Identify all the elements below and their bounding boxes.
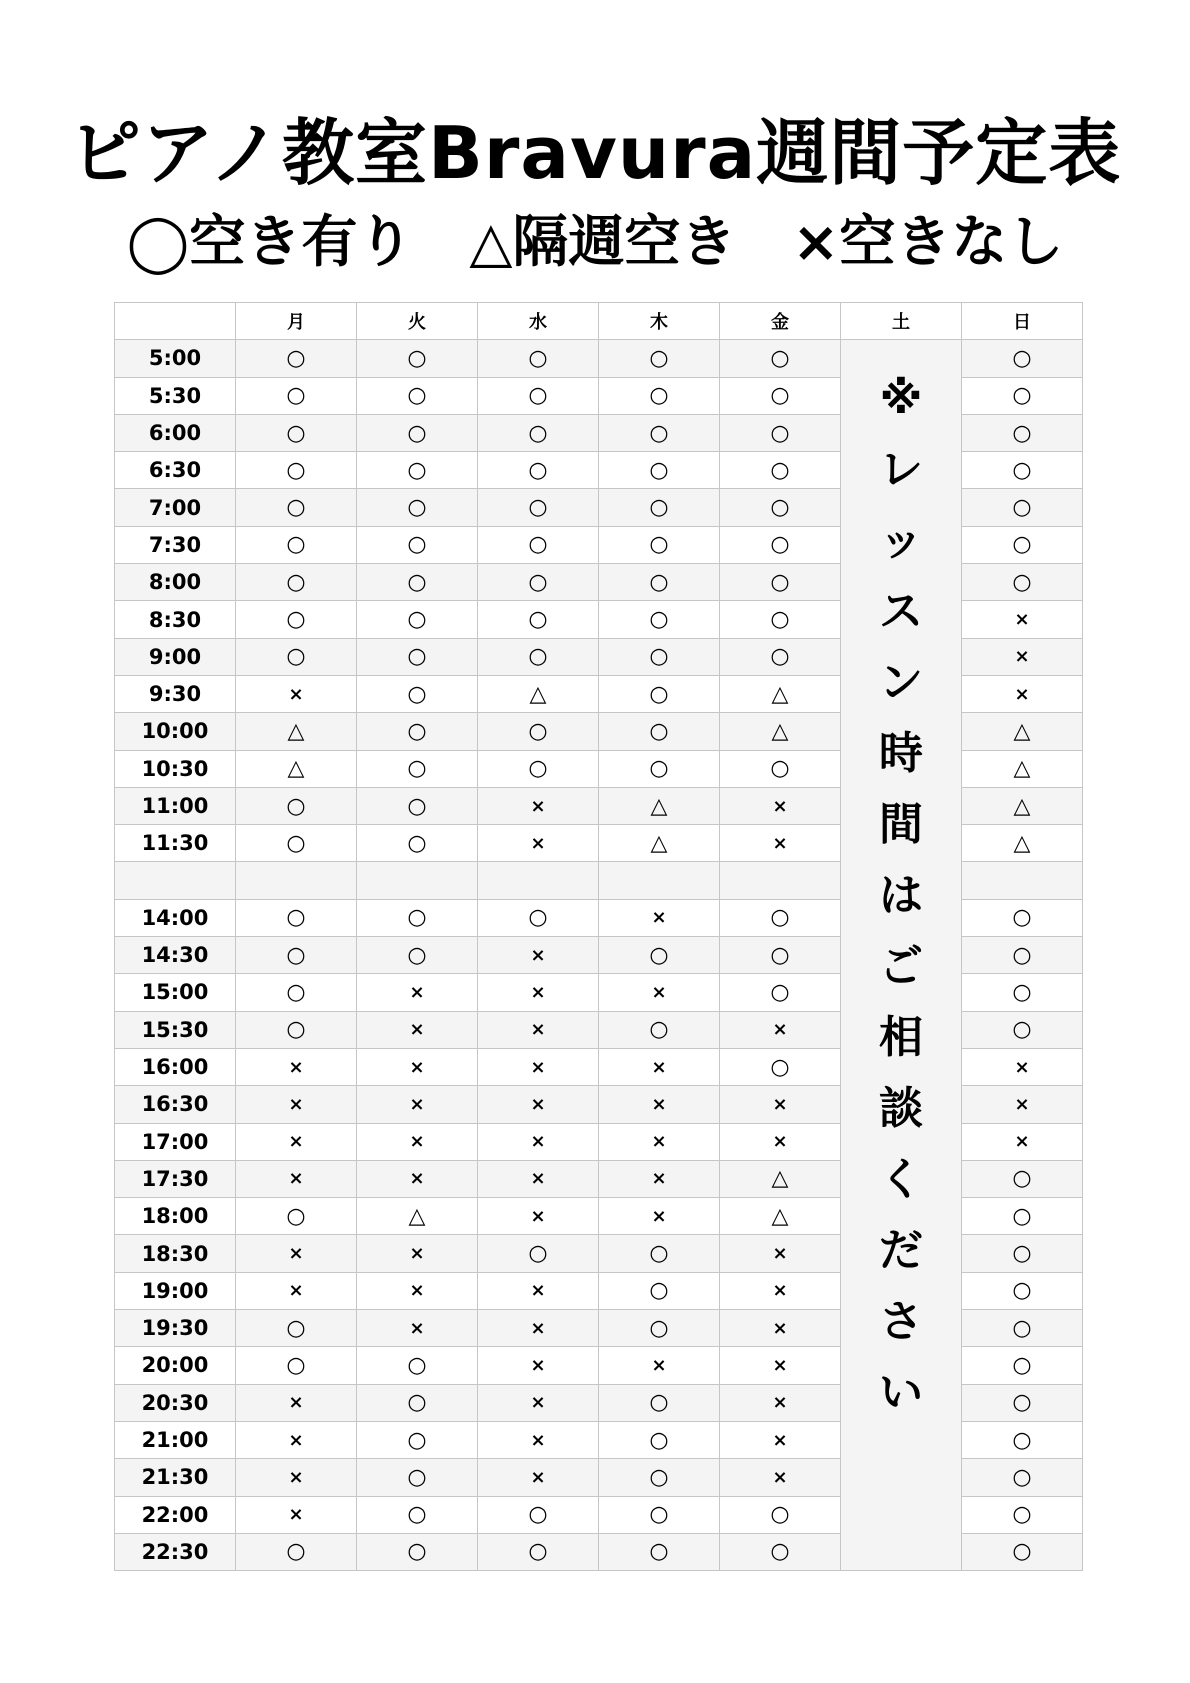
slot-mon: × <box>236 1048 357 1085</box>
time-cell: 9:30 <box>115 675 236 712</box>
saturday-note-char: ス <box>879 586 923 638</box>
slot-mon: ○ <box>236 452 357 489</box>
slot-mon: ○ <box>236 489 357 526</box>
slot-mon: ○ <box>236 899 357 936</box>
saturday-note-char: ※ <box>879 373 923 425</box>
slot-wed: × <box>478 1384 599 1421</box>
slot-fri <box>720 862 841 899</box>
slot-thu: × <box>599 899 720 936</box>
slot-thu: ○ <box>599 937 720 974</box>
slot-sun: × <box>962 675 1083 712</box>
slot-wed: ○ <box>478 638 599 675</box>
slot-fri: ○ <box>720 489 841 526</box>
slot-sun: ○ <box>962 899 1083 936</box>
slot-mon: × <box>236 675 357 712</box>
slot-mon: ○ <box>236 974 357 1011</box>
saturday-note-char: 談 <box>879 1083 923 1135</box>
slot-thu: × <box>599 1123 720 1160</box>
slot-thu: △ <box>599 825 720 862</box>
saturday-note-char: は <box>879 870 923 922</box>
slot-sun: × <box>962 601 1083 638</box>
slot-fri: ○ <box>720 564 841 601</box>
slot-sun: × <box>962 1086 1083 1123</box>
slot-tue: × <box>357 1310 478 1347</box>
slot-fri: ○ <box>720 638 841 675</box>
saturday-note-char: だ <box>879 1225 923 1277</box>
time-cell: 9:00 <box>115 638 236 675</box>
slot-sun: ○ <box>962 414 1083 451</box>
slot-mon: × <box>236 1086 357 1123</box>
time-cell: 18:00 <box>115 1198 236 1235</box>
slot-tue: ○ <box>357 1384 478 1421</box>
slot-sun: ○ <box>962 1459 1083 1496</box>
slot-wed: × <box>478 937 599 974</box>
slot-wed: ○ <box>478 601 599 638</box>
slot-sun: ○ <box>962 377 1083 414</box>
slot-mon: × <box>236 1235 357 1272</box>
slot-fri: ○ <box>720 601 841 638</box>
slot-fri: ○ <box>720 377 841 414</box>
saturday-note-char: 間 <box>879 799 923 851</box>
slot-mon: ○ <box>236 1198 357 1235</box>
slot-tue: ○ <box>357 825 478 862</box>
slot-tue: ○ <box>357 452 478 489</box>
slot-mon: ○ <box>236 1011 357 1048</box>
time-cell: 20:30 <box>115 1384 236 1421</box>
slot-thu: ○ <box>599 1235 720 1272</box>
slot-fri: × <box>720 1384 841 1421</box>
slot-tue: ○ <box>357 899 478 936</box>
saturday-note-char: ご <box>879 941 923 993</box>
time-cell: 17:30 <box>115 1160 236 1197</box>
slot-wed: × <box>478 1086 599 1123</box>
slot-fri: ○ <box>720 1496 841 1533</box>
slot-thu <box>599 862 720 899</box>
slot-mon: × <box>236 1272 357 1309</box>
slot-tue: ○ <box>357 1496 478 1533</box>
slot-thu: △ <box>599 787 720 824</box>
slot-sun: ○ <box>962 340 1083 377</box>
slot-mon: △ <box>236 713 357 750</box>
slot-wed: ○ <box>478 564 599 601</box>
day-header-wed: 水 <box>478 303 599 340</box>
slot-tue: ○ <box>357 937 478 974</box>
time-cell: 18:30 <box>115 1235 236 1272</box>
slot-tue: × <box>357 1123 478 1160</box>
slot-wed: ○ <box>478 414 599 451</box>
slot-thu: × <box>599 1160 720 1197</box>
slot-sun: ○ <box>962 1496 1083 1533</box>
time-cell: 16:00 <box>115 1048 236 1085</box>
day-header-thu: 木 <box>599 303 720 340</box>
slot-wed: ○ <box>478 1496 599 1533</box>
slot-thu: ○ <box>599 1533 720 1570</box>
slot-mon: △ <box>236 750 357 787</box>
slot-thu: ○ <box>599 750 720 787</box>
slot-thu: ○ <box>599 638 720 675</box>
slot-wed: × <box>478 1347 599 1384</box>
slot-sun: ○ <box>962 1235 1083 1272</box>
slot-sun: ○ <box>962 1347 1083 1384</box>
slot-thu: ○ <box>599 340 720 377</box>
slot-fri: ○ <box>720 750 841 787</box>
slot-mon: ○ <box>236 1310 357 1347</box>
header-row <box>115 303 1083 340</box>
slot-tue: ○ <box>357 675 478 712</box>
slot-fri: ○ <box>720 1533 841 1570</box>
slot-fri: × <box>720 1310 841 1347</box>
slot-mon: ○ <box>236 1533 357 1570</box>
slot-thu: ○ <box>599 526 720 563</box>
saturday-note-char: レ <box>879 444 923 496</box>
slot-tue: ○ <box>357 564 478 601</box>
slot-sun: ○ <box>962 1160 1083 1197</box>
slot-mon: ○ <box>236 526 357 563</box>
time-cell: 6:30 <box>115 452 236 489</box>
time-cell: 5:30 <box>115 377 236 414</box>
time-cell: 21:00 <box>115 1421 236 1458</box>
slot-thu: × <box>599 1347 720 1384</box>
time-cell: 7:00 <box>115 489 236 526</box>
saturday-note-char: ッ <box>879 515 923 567</box>
slot-sun <box>962 862 1083 899</box>
time-cell: 14:30 <box>115 937 236 974</box>
slot-sun: ○ <box>962 452 1083 489</box>
slot-wed: × <box>478 974 599 1011</box>
time-cell: 6:00 <box>115 414 236 451</box>
slot-wed: × <box>478 1310 599 1347</box>
slot-tue: △ <box>357 1198 478 1235</box>
slot-fri: × <box>720 1235 841 1272</box>
slot-tue: ○ <box>357 1347 478 1384</box>
slot-fri: × <box>720 1347 841 1384</box>
saturday-note-char: く <box>879 1154 923 1206</box>
slot-tue: × <box>357 1272 478 1309</box>
time-cell: 8:30 <box>115 601 236 638</box>
slot-thu: ○ <box>599 489 720 526</box>
slot-thu: ○ <box>599 377 720 414</box>
saturday-note <box>841 374 961 1418</box>
slot-tue: ○ <box>357 638 478 675</box>
slot-thu: ○ <box>599 1459 720 1496</box>
slot-tue: ○ <box>357 526 478 563</box>
slot-tue: ○ <box>357 489 478 526</box>
slot-thu: × <box>599 1086 720 1123</box>
time-cell: 7:30 <box>115 526 236 563</box>
day-header-mon: 月 <box>236 303 357 340</box>
slot-thu: ○ <box>599 713 720 750</box>
day-header-tue: 火 <box>357 303 478 340</box>
slot-mon: × <box>236 1160 357 1197</box>
slot-wed: × <box>478 1123 599 1160</box>
slot-sun: ○ <box>962 1384 1083 1421</box>
slot-sun: △ <box>962 825 1083 862</box>
slot-wed: ○ <box>478 377 599 414</box>
time-cell: 21:30 <box>115 1459 236 1496</box>
slot-wed: × <box>478 1421 599 1458</box>
day-header-sun: 日 <box>962 303 1083 340</box>
slot-fri: ○ <box>720 974 841 1011</box>
slot-tue: × <box>357 974 478 1011</box>
slot-mon: ○ <box>236 1347 357 1384</box>
slot-wed <box>478 862 599 899</box>
slot-mon: × <box>236 1384 357 1421</box>
saturday-note-char: い <box>879 1367 923 1419</box>
slot-sun: ○ <box>962 526 1083 563</box>
slot-sun: ○ <box>962 1011 1083 1048</box>
time-cell: 8:00 <box>115 564 236 601</box>
slot-wed: ○ <box>478 713 599 750</box>
time-cell: 15:30 <box>115 1011 236 1048</box>
slot-mon: ○ <box>236 377 357 414</box>
slot-wed: × <box>478 787 599 824</box>
slot-thu: ○ <box>599 1011 720 1048</box>
slot-mon: ○ <box>236 340 357 377</box>
slot-thu: ○ <box>599 1496 720 1533</box>
slot-fri: △ <box>720 1160 841 1197</box>
slot-fri: △ <box>720 1198 841 1235</box>
slot-wed: ○ <box>478 489 599 526</box>
slot-fri: ○ <box>720 899 841 936</box>
slot-tue: ○ <box>357 377 478 414</box>
slot-mon: × <box>236 1459 357 1496</box>
slot-sun: △ <box>962 713 1083 750</box>
slot-sun: ○ <box>962 1310 1083 1347</box>
slot-thu: × <box>599 1198 720 1235</box>
slot-fri: ○ <box>720 937 841 974</box>
availability-legend: ◯空き有り △隔週空き ×空きなし <box>126 210 1064 275</box>
slot-thu: × <box>599 1048 720 1085</box>
day-header-sat: 土 <box>841 303 962 340</box>
slot-fri: × <box>720 1459 841 1496</box>
slot-wed: ○ <box>478 1533 599 1570</box>
slot-wed: ○ <box>478 1235 599 1272</box>
slot-fri: △ <box>720 675 841 712</box>
time-cell: 17:00 <box>115 1123 236 1160</box>
slot-wed: × <box>478 1160 599 1197</box>
slot-mon: ○ <box>236 414 357 451</box>
slot-mon: ○ <box>236 638 357 675</box>
slot-fri: ○ <box>720 340 841 377</box>
slot-mon: × <box>236 1496 357 1533</box>
slot-sun: ○ <box>962 489 1083 526</box>
slot-sun: ○ <box>962 1533 1083 1570</box>
schedule-table <box>114 302 1083 1571</box>
slot-thu: ○ <box>599 675 720 712</box>
time-cell: 11:30 <box>115 825 236 862</box>
slot-wed: × <box>478 1011 599 1048</box>
slot-wed: × <box>478 1459 599 1496</box>
slot-thu: ○ <box>599 601 720 638</box>
slot-tue: ○ <box>357 1533 478 1570</box>
slot-tue: × <box>357 1086 478 1123</box>
slot-wed: ○ <box>478 750 599 787</box>
slot-tue: ○ <box>357 340 478 377</box>
slot-fri: × <box>720 787 841 824</box>
time-cell: 15:00 <box>115 974 236 1011</box>
slot-wed: × <box>478 1198 599 1235</box>
time-cell: 10:30 <box>115 750 236 787</box>
slot-mon <box>236 862 357 899</box>
slot-fri: × <box>720 1086 841 1123</box>
slot-tue: × <box>357 1011 478 1048</box>
slot-tue: × <box>357 1160 478 1197</box>
slot-fri: × <box>720 1272 841 1309</box>
slot-wed: ○ <box>478 452 599 489</box>
slot-thu: ○ <box>599 1384 720 1421</box>
slot-mon: ○ <box>236 825 357 862</box>
slot-tue: ○ <box>357 787 478 824</box>
slot-wed: × <box>478 1048 599 1085</box>
time-cell: 14:00 <box>115 899 236 936</box>
slot-thu: ○ <box>599 1421 720 1458</box>
slot-wed: ○ <box>478 899 599 936</box>
slot-tue: × <box>357 1048 478 1085</box>
slot-mon: × <box>236 1421 357 1458</box>
slot-thu: × <box>599 974 720 1011</box>
slot-wed: △ <box>478 675 599 712</box>
slot-fri: ○ <box>720 452 841 489</box>
time-cell: 19:00 <box>115 1272 236 1309</box>
saturday-note-cell <box>841 340 962 1571</box>
slot-sun: × <box>962 1048 1083 1085</box>
slot-tue: ○ <box>357 1459 478 1496</box>
slot-fri: × <box>720 1421 841 1458</box>
time-header <box>115 303 236 340</box>
slot-fri: × <box>720 1011 841 1048</box>
schedule-body <box>115 340 1083 1571</box>
slot-tue: ○ <box>357 414 478 451</box>
time-cell <box>115 862 236 899</box>
slot-tue: × <box>357 1235 478 1272</box>
slot-fri: × <box>720 825 841 862</box>
slot-fri: △ <box>720 713 841 750</box>
slot-sun: × <box>962 638 1083 675</box>
slot-sun: △ <box>962 787 1083 824</box>
slot-sun: ○ <box>962 1272 1083 1309</box>
slot-thu: ○ <box>599 1272 720 1309</box>
slot-fri: ○ <box>720 526 841 563</box>
slot-wed: ○ <box>478 340 599 377</box>
time-cell: 22:00 <box>115 1496 236 1533</box>
slot-wed: × <box>478 825 599 862</box>
saturday-note-char: 時 <box>879 728 923 780</box>
day-header-fri: 金 <box>720 303 841 340</box>
time-cell: 20:00 <box>115 1347 236 1384</box>
slot-sun: ○ <box>962 974 1083 1011</box>
page-title: ピアノ教室Bravura週間予定表 <box>68 111 1122 195</box>
slot-thu: ○ <box>599 452 720 489</box>
slot-wed: ○ <box>478 526 599 563</box>
slot-mon: ○ <box>236 564 357 601</box>
slot-mon: × <box>236 1123 357 1160</box>
time-cell: 16:30 <box>115 1086 236 1123</box>
slot-tue: ○ <box>357 713 478 750</box>
saturday-note-char: さ <box>879 1296 923 1348</box>
slot-mon: ○ <box>236 601 357 638</box>
time-cell: 10:00 <box>115 713 236 750</box>
slot-mon: ○ <box>236 937 357 974</box>
slot-thu: ○ <box>599 1310 720 1347</box>
saturday-note-char: ン <box>879 657 923 709</box>
slot-sun: ○ <box>962 564 1083 601</box>
slot-fri: ○ <box>720 1048 841 1085</box>
slot-tue: ○ <box>357 601 478 638</box>
slot-tue: ○ <box>357 750 478 787</box>
slot-fri: × <box>720 1123 841 1160</box>
slot-sun: ○ <box>962 937 1083 974</box>
slot-thu: ○ <box>599 414 720 451</box>
slot-sun: × <box>962 1123 1083 1160</box>
table-row <box>115 340 1083 377</box>
slot-thu: ○ <box>599 564 720 601</box>
slot-sun: ○ <box>962 1198 1083 1235</box>
time-cell: 11:00 <box>115 787 236 824</box>
slot-fri: ○ <box>720 414 841 451</box>
time-cell: 22:30 <box>115 1533 236 1570</box>
slot-tue <box>357 862 478 899</box>
slot-tue: ○ <box>357 1421 478 1458</box>
saturday-note-char: 相 <box>879 1012 923 1064</box>
time-cell: 19:30 <box>115 1310 236 1347</box>
slot-wed: × <box>478 1272 599 1309</box>
slot-sun: △ <box>962 750 1083 787</box>
slot-sun: ○ <box>962 1421 1083 1458</box>
slot-mon: ○ <box>236 787 357 824</box>
time-cell: 5:00 <box>115 340 236 377</box>
